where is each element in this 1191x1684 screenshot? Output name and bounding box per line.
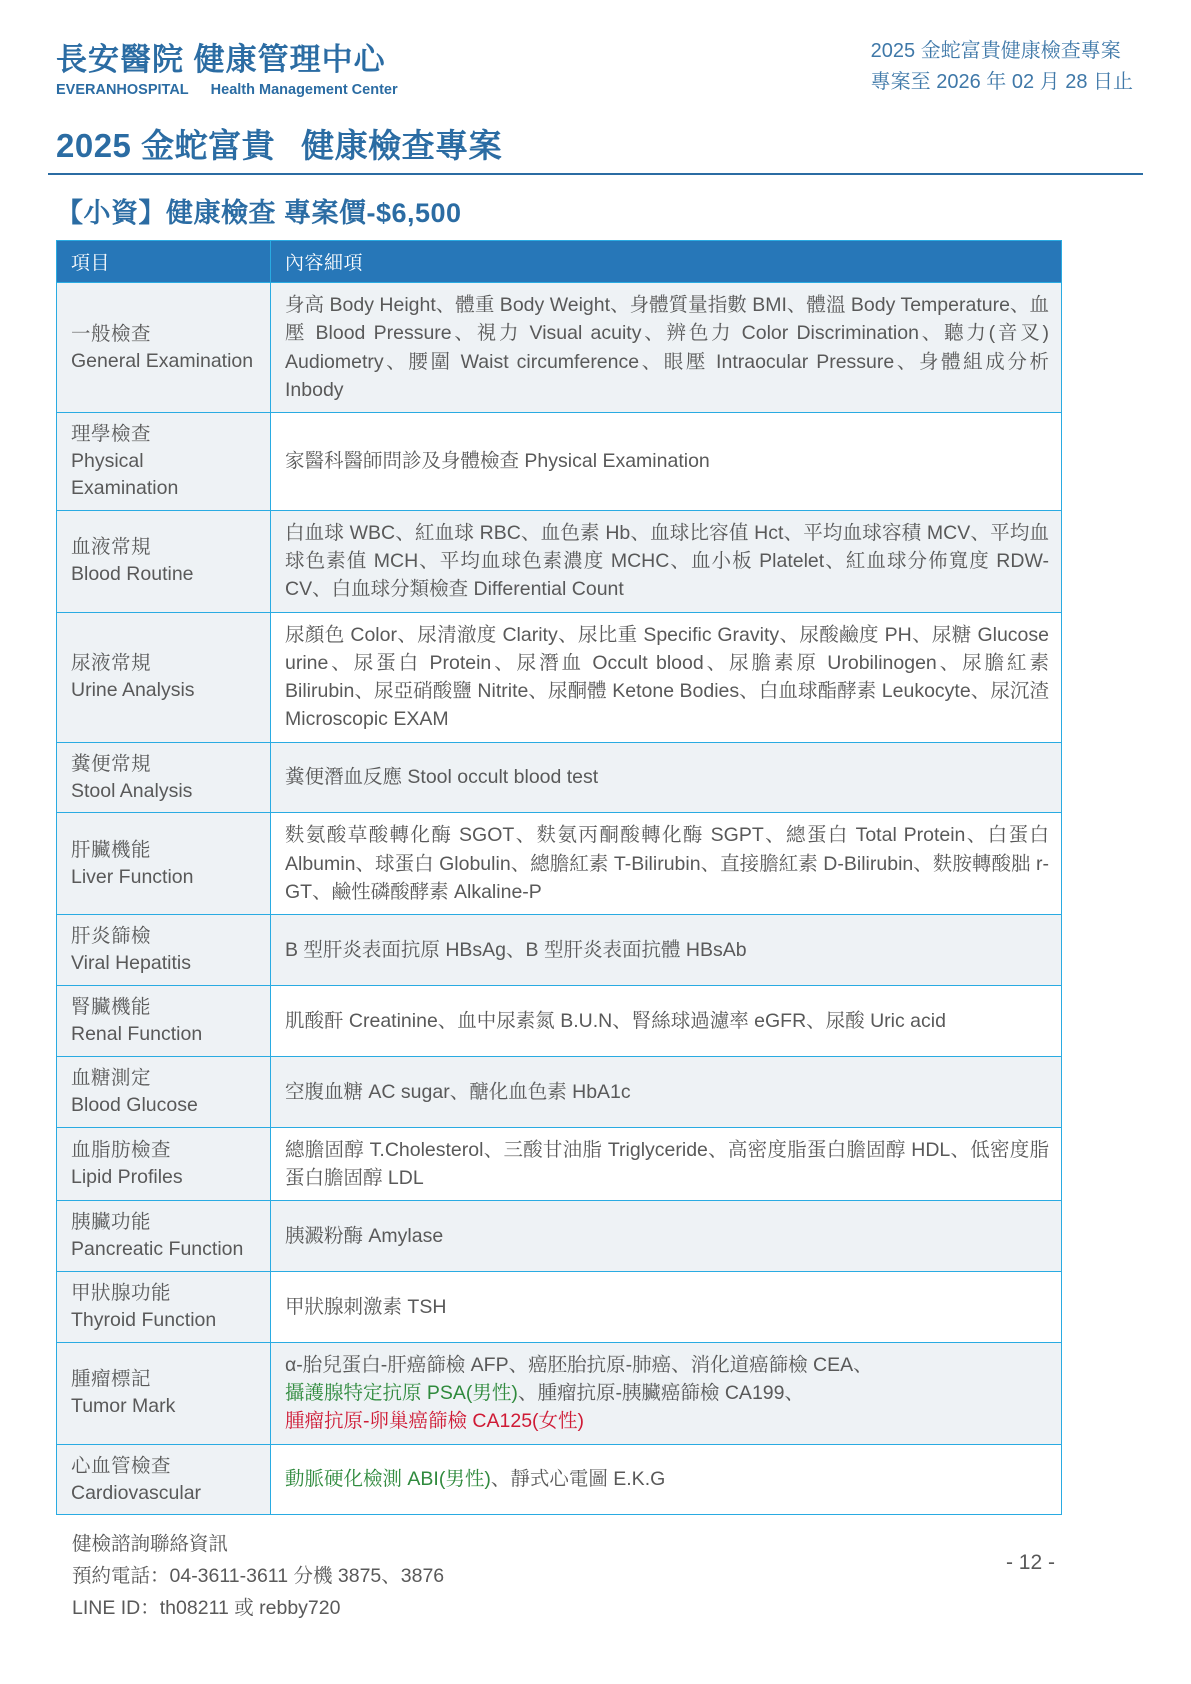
table-row xyxy=(57,986,1062,1057)
detail-text: 胰澱粉酶 Amylase xyxy=(285,1224,444,1247)
detail-text: 甲狀腺刺激素 TSH xyxy=(285,1295,447,1318)
table-row xyxy=(57,1444,1062,1515)
detail-text-line-1: α-胎兒蛋白-肝癌篩檢 AFP、癌胚胎抗原-肺癌、消化道癌篩檢 CEA、 xyxy=(285,1353,873,1376)
detail-text: 尿顏色 Color、尿清澈度 Clarity、尿比重 Specific Gravity、尿酸鹼度 PH、尿糖 Glucose urine、尿蛋白 Protein、尿潛血 Occult blood、尿膽素原 Urobilinogen、尿膽紅素 Bilirubin、尿亞硝酸鹽 Nitrite、尿酮體 Ketone Bodies、白血球酯酵素 Leukocyte、尿沉渣 Microscopic EXAM xyxy=(285,623,1049,731)
row-item-stool-analysis xyxy=(57,742,271,813)
male-only-item: 動脈硬化檢測 ABI(男性) xyxy=(285,1468,491,1491)
detail-text-line-2-rest: 、腫瘤抗原-胰臟癌篩檢 CA199、 xyxy=(517,1382,804,1405)
item-label-zh: 血脂肪檢查 xyxy=(71,1139,172,1162)
contact-info xyxy=(72,1529,444,1624)
table-row xyxy=(57,915,1062,986)
table-row xyxy=(57,1342,1062,1444)
page-title-part-1: 2025 金蛇富貴 xyxy=(56,127,276,164)
item-label-zh: 胰臟功能 xyxy=(71,1211,152,1234)
detail-text: 家醫科醫師問診及身體檢查 Physical Examination xyxy=(285,450,710,473)
page-footer xyxy=(56,1529,1061,1639)
item-label-zh: 腫瘤標記 xyxy=(71,1368,152,1391)
item-label-zh: 一般檢查 xyxy=(71,322,152,345)
row-item-blood-glucose xyxy=(57,1056,271,1127)
page-header xyxy=(48,0,1143,118)
plan-price-heading: 【小資】健康檢查 專案價-$6,500 xyxy=(56,198,462,228)
promo-notice xyxy=(871,36,1133,98)
table-row xyxy=(57,1272,1062,1343)
row-item-liver-function xyxy=(57,813,271,915)
item-label-en: Physical Examination xyxy=(71,449,179,499)
item-label-zh: 心血管檢查 xyxy=(71,1454,172,1477)
item-label-en: Liver Function xyxy=(71,865,194,888)
detail-text xyxy=(285,1465,1049,1493)
hospital-brand xyxy=(56,42,398,98)
table-row xyxy=(57,413,1062,511)
detail-text-rest: 、靜式心電圖 E.K.G xyxy=(490,1468,666,1491)
item-label-zh: 糞便常規 xyxy=(71,752,152,775)
row-item-cardiovascular xyxy=(57,1444,271,1515)
item-label-zh: 肝炎篩檢 xyxy=(71,925,152,948)
item-label-en: Urine Analysis xyxy=(71,679,195,702)
row-detail-lipid-profiles xyxy=(271,1127,1062,1201)
detail-text: 身高 Body Height、體重 Body Weight、身體質量指數 BMI、體溫 Body Temperature、血壓 Blood Pressure、視力 Visual acuity、辨色力 Color Discrimination、聽力(音叉) Audiometry、腰圍 Waist circumference、眼壓 Intraocular Pressure、身體組成分析 Inbody xyxy=(285,294,1049,401)
row-item-renal-function xyxy=(57,986,271,1057)
page-number: - 12 - xyxy=(1005,1551,1055,1575)
row-detail-viral-hepatitis xyxy=(271,915,1062,986)
page-title xyxy=(48,118,1143,175)
detail-text: 麩氨酸草酸轉化酶 SGOT、麩氨丙酮酸轉化酶 SGPT、總蛋白 Total Protein、白蛋白 Albumin、球蛋白 Globulin、總膽紅素 T-Bilirubin、直接膽紅素 D-Bilirubin、麩胺轉酸胐 r-GT、鹼性磷酸酵素 Alkaline-P xyxy=(285,824,1049,903)
promo-line-2: 專案至 2026 年 02 月 28 日止 xyxy=(870,71,1133,93)
detail-text: 總膽固醇 T.Cholesterol、三酸甘油脂 Triglyceride、高密度脂蛋白膽固醇 HDL、低密度脂蛋白膽固醇 LDL xyxy=(285,1138,1049,1189)
brand-en-hospital: EVERANHOSPITAL xyxy=(56,81,189,98)
contact-line-id: LINE ID：th08211 或 rebby720 xyxy=(72,1596,341,1619)
row-detail-blood-routine xyxy=(271,510,1062,612)
row-item-urine-analysis xyxy=(57,612,271,742)
detail-text: 肌酸酐 Creatinine、血中尿素氮 B.U.N、腎絲球過濾率 eGFR、尿酸 Uric acid xyxy=(285,1009,946,1032)
table-header-row xyxy=(57,241,1062,283)
detail-text: B 型肝炎表面抗原 HBsAg、B 型肝炎表面抗體 HBsAb xyxy=(285,939,747,962)
item-label-en: Cardiovascular xyxy=(71,1481,202,1504)
item-label-en: Blood Glucose xyxy=(71,1093,198,1116)
row-detail-general xyxy=(271,283,1062,413)
row-detail-renal-function xyxy=(271,986,1062,1057)
table-row xyxy=(57,510,1062,612)
row-detail-thyroid-function xyxy=(271,1272,1062,1343)
row-detail-liver-function xyxy=(271,813,1062,915)
table-row xyxy=(57,1127,1062,1201)
item-label-en: Blood Routine xyxy=(71,563,194,586)
row-detail-physical xyxy=(271,413,1062,511)
item-label-en: Lipid Profiles xyxy=(71,1165,183,1188)
item-label-en: General Examination xyxy=(71,349,254,372)
row-item-physical xyxy=(57,413,271,511)
item-label-en: Viral Hepatitis xyxy=(71,952,191,975)
contact-title: 健檢諮詢聯絡資訊 xyxy=(72,1533,229,1556)
item-label-zh: 理學檢查 xyxy=(71,423,152,446)
detail-text: 白血球 WBC、紅血球 RBC、血色素 Hb、血球比容值 Hct、平均血球容積 MCV、平均血球色素值 MCH、平均血球色素濃度 MCHC、血小板 Platelet、紅血球分佈寬度 RDW-CV、白血球分類檢查 Differential Count xyxy=(285,521,1049,601)
item-label-zh: 血糖測定 xyxy=(71,1066,152,1089)
brand-name-en xyxy=(56,82,398,98)
detail-text: 空腹血糖 AC sugar、醣化血色素 HbA1c xyxy=(285,1080,631,1103)
row-detail-stool-analysis xyxy=(271,742,1062,813)
table-row xyxy=(57,813,1062,915)
row-item-lipid-profiles xyxy=(57,1127,271,1201)
item-label-zh: 腎臟機能 xyxy=(71,996,152,1019)
table-row xyxy=(57,283,1062,413)
row-item-blood-routine xyxy=(57,510,271,612)
row-item-pancreatic-function xyxy=(57,1201,271,1272)
brand-en-center: Health Management Center xyxy=(210,81,398,98)
table-row xyxy=(57,1056,1062,1127)
item-label-en: Renal Function xyxy=(71,1022,203,1045)
male-only-item: 攝護腺特定抗原 PSA(男性) xyxy=(285,1382,518,1405)
promo-line-1: 2025 金蛇富貴健康檢查專案 xyxy=(870,40,1121,62)
row-detail-blood-glucose xyxy=(271,1056,1062,1127)
row-item-general xyxy=(57,283,271,413)
table-row xyxy=(57,1201,1062,1272)
item-label-zh: 甲狀腺功能 xyxy=(71,1282,172,1305)
row-detail-pancreatic-function xyxy=(271,1201,1062,1272)
item-label-zh: 肝臟機能 xyxy=(71,838,152,861)
column-header-item: 項目 xyxy=(57,241,271,283)
detail-text-line-2 xyxy=(285,1379,1049,1407)
row-item-tumor-mark xyxy=(57,1342,271,1444)
health-check-items-table xyxy=(56,240,1062,1515)
row-item-viral-hepatitis xyxy=(57,915,271,986)
item-label-en: Tumor Mark xyxy=(71,1395,176,1418)
item-label-zh: 尿液常規 xyxy=(71,652,152,675)
page-title-part-2: 健康檢查專案 xyxy=(301,127,503,164)
table-row xyxy=(57,612,1062,742)
row-detail-tumor-mark xyxy=(271,1342,1062,1444)
contact-phone: 預約電話：04-3611-3611 分機 3875、3876 xyxy=(72,1565,445,1588)
item-label-en: Pancreatic Function xyxy=(71,1238,244,1261)
detail-text-line-3 xyxy=(285,1407,1049,1435)
row-detail-cardiovascular xyxy=(271,1444,1062,1515)
row-detail-urine-analysis xyxy=(271,612,1062,742)
female-only-item: 腫瘤抗原-卵巢癌篩檢 CA125(女性) xyxy=(285,1410,585,1433)
item-label-en: Thyroid Function xyxy=(71,1308,217,1331)
item-label-zh: 血液常規 xyxy=(71,536,152,559)
table-row xyxy=(57,742,1062,813)
brand-name-zh: 長安醫院 健康管理中心 xyxy=(56,42,386,77)
column-header-detail: 內容細項 xyxy=(271,241,1062,283)
item-label-en: Stool Analysis xyxy=(71,779,193,802)
row-item-thyroid-function xyxy=(57,1272,271,1343)
detail-text: 糞便潛血反應 Stool occult blood test xyxy=(285,766,599,789)
